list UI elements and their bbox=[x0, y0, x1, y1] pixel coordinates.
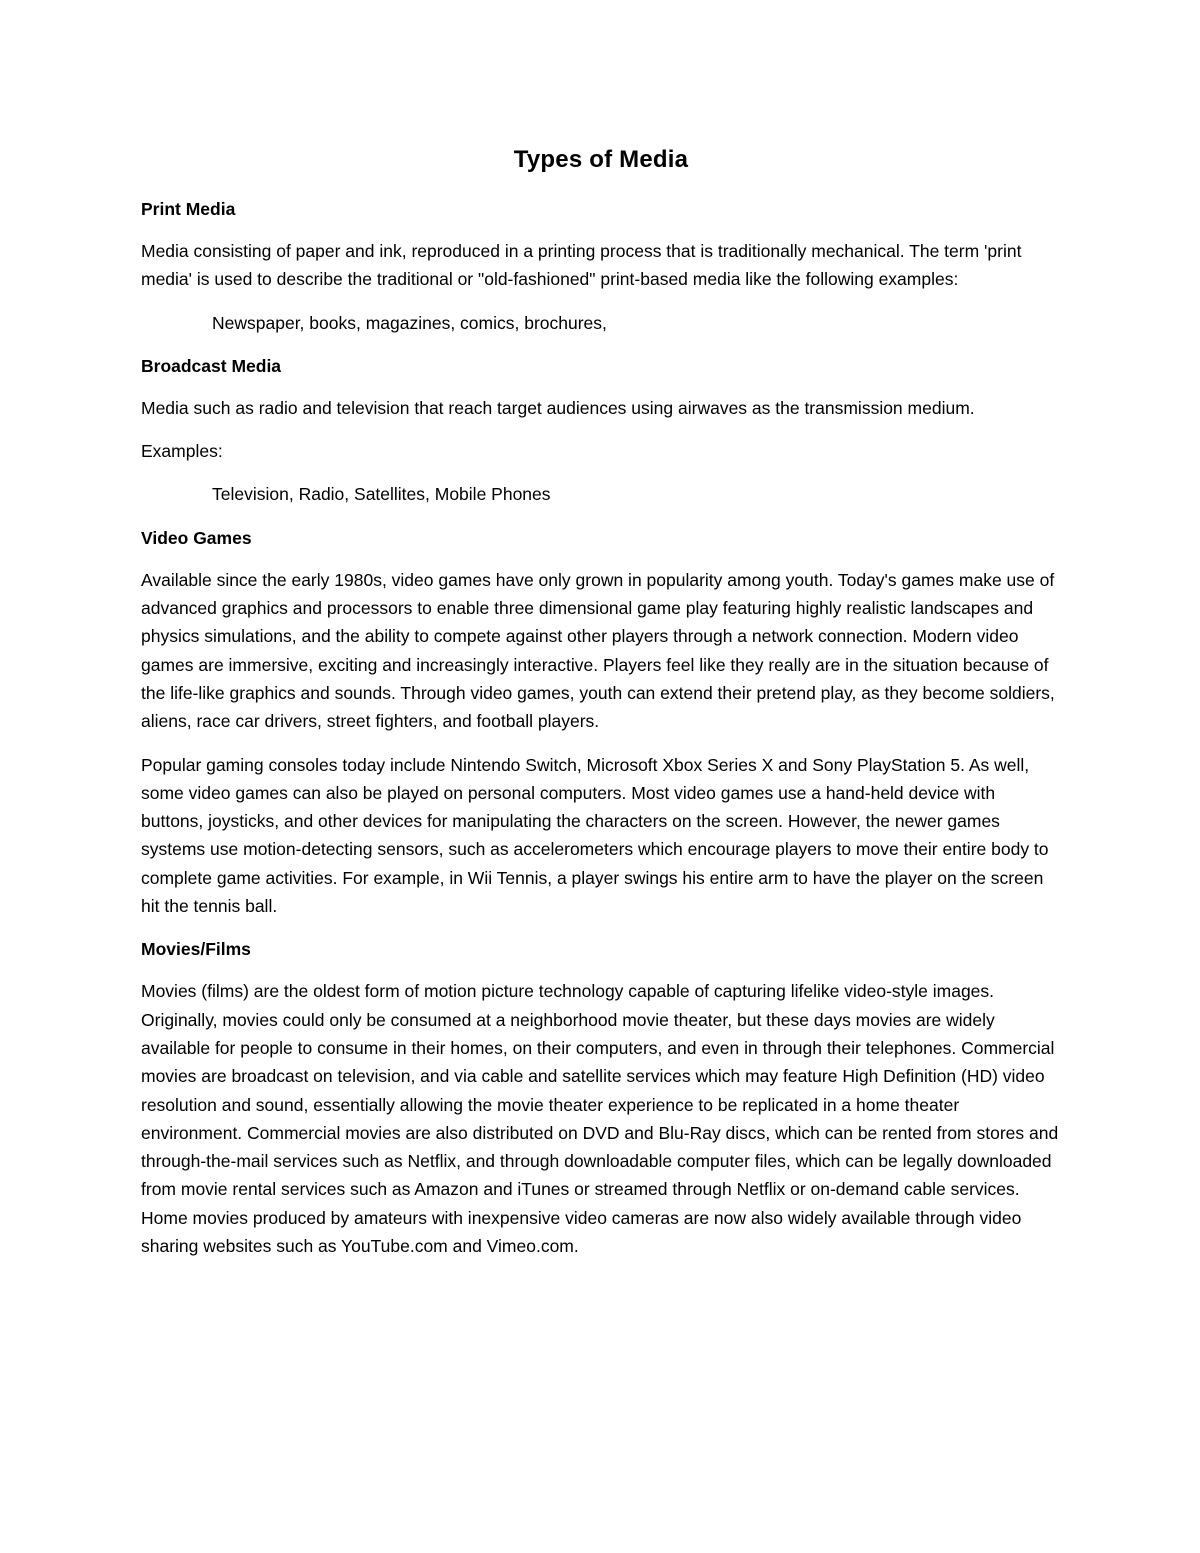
document-title: Types of Media bbox=[513, 146, 689, 173]
examples-list: Television, Radio, Satellites, Mobile Phones bbox=[212, 484, 551, 505]
section-heading-print-media: Print Media bbox=[141, 199, 236, 219]
section-heading-movies-films: Movies/Films bbox=[141, 939, 251, 960]
paragraph: Examples: bbox=[141, 441, 223, 462]
section-heading-video-games: Video Games bbox=[141, 527, 252, 548]
paragraph: Available since the early 1980s, video games have only grown in popularity among youth. Today's games make use of advanced graphics and processors to enable three dimensional game play featuring highly realistic landscapes and physics simulations, and the ability to compete against other players through a network connection. Modern video games are immersive, exciting and increasingly interactive. Players feel like they really are in the situation because of the life-like graphics and sounds. Through video games, youth can extend their pretend play, as they become soldiers, aliens, race car drivers, street fighters, and football players. bbox=[141, 569, 1055, 732]
paragraph: Media such as radio and television that reach target audiences using airwaves as the transmission medium. bbox=[141, 397, 975, 418]
paragraph: Popular gaming consoles today include Nintendo Switch, Microsoft Xbox Series X and Sony PlayStation 5. As well, some video games can also be played on personal computers. Most video games use a hand-held device with buttons, joysticks, and other devices for manipulating the characters on the screen. However, the newer games systems use motion-detecting sensors, such as accelerometers which encourage players to move their entire body to complete game activities. For example, in Wii Tennis, a player swings his entire arm to have the player on the screen hit the tennis ball. bbox=[141, 754, 1049, 917]
section-heading-broadcast-media: Broadcast Media bbox=[141, 355, 282, 376]
paragraph: Media consisting of paper and ink, reproduced in a printing process that is traditionally mechanical. The term 'print media' is used to describe the traditional or "old-fashioned" print-based media like the following examples: bbox=[141, 241, 1022, 290]
examples-list: Newspaper, books, magazines, comics, brochures, bbox=[212, 312, 607, 333]
paragraph: Movies (films) are the oldest form of motion picture technology capable of capturing lifelike video-style images. Originally, movies could only be consumed at a neighborhood movie theater, but these days movies are widely available for people to consume in their homes, on their computers, and even in through their telephones. Commercial movies are broadcast on television, and via cable and satellite services which may feature High Definition (HD) video resolution and sound, essentially allowing the movie theater experience to be replicated in a home theater environment. Commercial movies are also distributed on DVD and Blu-Ray discs, which can be rented from stores and through-the-mail services such as Netflix, and through downloadable computer files, which can be legally downloaded from movie rental services such as Amazon and iTunes or streamed through Netflix or on-demand cable services. Home movies produced by amateurs with inexpensive video cameras are now also widely available through video sharing websites such as YouTube.com and Vimeo.com. bbox=[141, 981, 1059, 1257]
document-body bbox=[141, 142, 1061, 1275]
